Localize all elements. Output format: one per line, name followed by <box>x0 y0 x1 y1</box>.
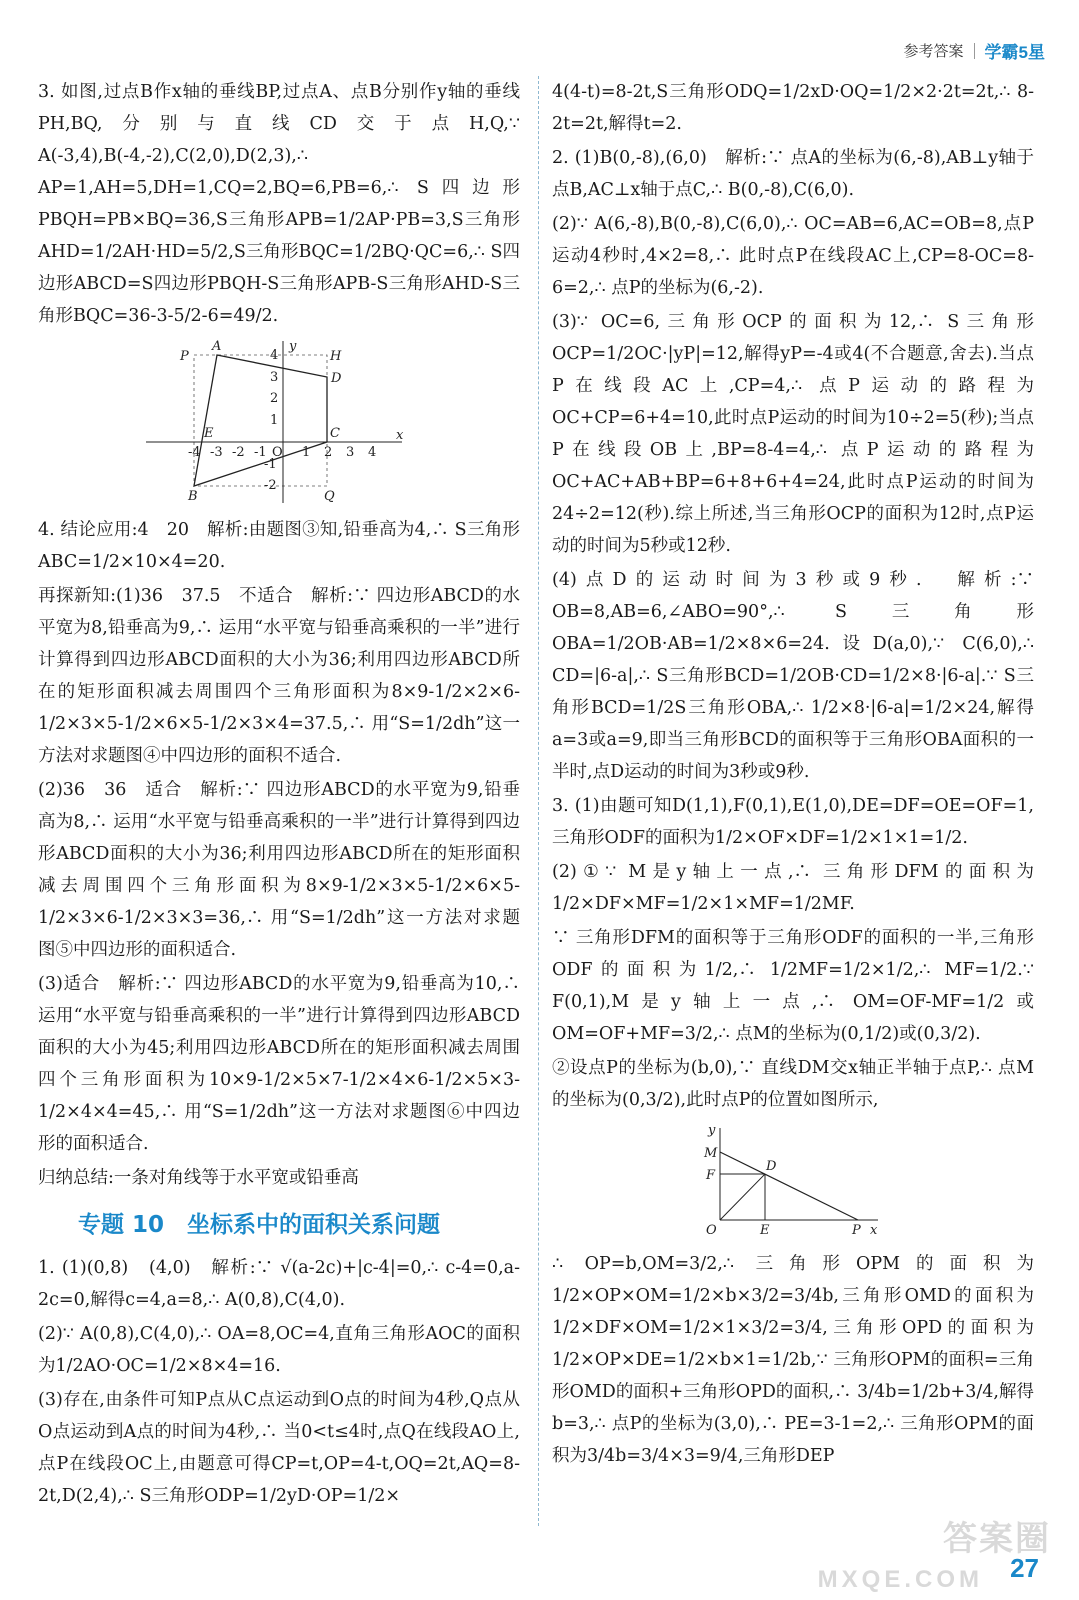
fig1-xtick: -4 <box>188 445 201 460</box>
fig1-label-d: D <box>331 371 342 386</box>
answer-2-2-paragraph: (2)∵ A(6,-8),B(0,-8),C(6,0),∴ OC=AB=6,AC=OB=8,点P运动4秒时,4×2=8,∴ 此时点P在线段AC上,CP=8-OC=8-6=2,∴ 点P的坐标为(6,-2). <box>552 214 1034 298</box>
fig2-axis-x-label: x <box>870 1223 878 1238</box>
fig2-label-p: P <box>852 1223 861 1238</box>
fig1-ytick: -1 <box>264 457 277 472</box>
fig1-xtick: 1 <box>302 445 311 460</box>
fig2-label-f: F <box>706 1168 716 1183</box>
left-column <box>38 76 520 1514</box>
answer-2-3-paragraph: (3)∵ OC=6,三角形OCP的面积为12,∴ S三角形OCP=1/2OC·|yP|=12,解得yP=-4或4(不合题意,舍去).当点P在线段AC上,CP=4,∴ 点P运动的路程为OC+CP=6+4=10,此时点P运动的时间为10÷2=5(秒);当点P在线段OB上,BP=8-4=4,∴ 点P运动的路程为OC+AC+AB+BP=6+8+6+4=24,此时点P运动的时间为24÷2=12(秒).综上所述,当三角形OCP的面积为12时,点P运动的时间为5秒或12秒. <box>552 312 1034 556</box>
topic-heading: 专题 10 坐标系中的面积关系问题 <box>78 1212 441 1238</box>
fig1-ytick: 1 <box>270 413 279 428</box>
fig1-xtick: 2 <box>324 445 333 460</box>
fig1-xtick: O <box>272 445 283 460</box>
topic10-answer-1-2: (2)∵ A(0,8),C(4,0),∴ OA=8,OC=4,直角三角形AOC的面积为1/2AO·OC=1/2×8×4=16. <box>38 1324 520 1376</box>
fig1-ytick: 3 <box>270 370 279 385</box>
fig1-xtick: -2 <box>232 445 245 460</box>
fig1-label-a: A <box>212 339 222 354</box>
answer-3-2a-paragraph: (2)①∵ M是y轴上一点,∴ 三角形DFM的面积为1/2×DF×MF=1/2×1×MF=1/2MF. <box>552 862 1034 914</box>
answer-2-1-paragraph: 2. (1)B(0,-8),(6,0) 解析:∵ 点A的坐标为(6,-8),AB⊥y轴于点B,AC⊥x轴于点C,∴ B(0,-8),C(6,0). <box>552 148 1034 200</box>
topic10-answer-1-1: 1. (1)(0,8) (4,0) 解析:∵ √(a-2c)+|c-4|=0,∴ c-4=0,a-2c=0,解得c=4,a=8,∴ A(0,8),C(4,0). <box>38 1258 520 1310</box>
fig1-quadrilateral <box>194 355 327 486</box>
column-divider <box>538 76 539 1526</box>
page-number: 27 <box>1010 1553 1039 1583</box>
explore-2-paragraph: (2)36 36 适合 解析:∵ 四边形ABCD的水平宽为9,铅垂高为8,∴ 运用“水平宽与铅垂高乘积的一半”进行计算得到四边形ABCD面积的大小为36;利用四边形ABCD所在的矩形面积减去周围四个三角形面积为8×9-1/2×3×5-1/2×6×5-1/2×3×6-1/2×3×3=36,∴ 用“S=1/2dh”这一方法对求题图⑤中四边形的面积适合. <box>38 780 520 960</box>
answer-3-2c-paragraph: ②设点P的坐标为(b,0),∵ 直线DM交x轴正半轴于点P,∴ 点M的坐标为(0,3/2),此时点P的位置如图所示, <box>552 1058 1034 1110</box>
topic10-answer-1-3: (3)存在,由条件可知P点从C点运动到O点的时间为4秒,Q点从O点运动到A点的时间为4秒,∴ 当0<t≤4时,点Q在线段AO上,点P在线段OC上,由题意可得CP=t,OP=4-t,OQ=2t,AQ=8-2t,D(2,4),∴ S三角形ODP=1/2yD·OP=1/2× <box>38 1390 520 1506</box>
fig1-label-q: Q <box>324 489 335 504</box>
watermark-url: MXQE.COM <box>817 1566 983 1593</box>
page-header <box>904 38 1045 63</box>
fig1-axis-x-label: x <box>396 428 404 443</box>
fig1-ytick: 2 <box>270 391 279 406</box>
right-column <box>552 76 1034 1474</box>
watermark-logo: 答案圈 <box>943 1519 1051 1559</box>
figure-quadrilateral-abcd <box>144 338 414 508</box>
fig1-axis-y-label: y <box>289 339 297 354</box>
header-ref-label: 参考答案 <box>903 43 964 60</box>
fig2-axis-y-label: y <box>708 1123 716 1138</box>
explore-1-paragraph: 再探新知:(1)36 37.5 不适合 解析:∵ 四边形ABCD的水平宽为8,铅垂高为9,∴ 运用“水平宽与铅垂高乘积的一半”进行计算得到四边形ABCD面积的大小为36;利用四边形ABCD所在的矩形面积减去周围四个三角形面积为8×9-1/2×2×6-1/2×3×5-1/2×6×5-1/2×3×4=37.5,∴ 用“S=1/2dh”这一方法对求题图④中四边形的面积不适合. <box>38 586 520 766</box>
fig2-line-mp <box>720 1152 858 1220</box>
fig1-label-c: C <box>330 426 340 441</box>
explore-3-paragraph: (3)适合 解析:∵ 四边形ABCD的水平宽为9,铅垂高为10,∴ 运用“水平宽与铅垂高乘积的一半”进行计算得到四边形ABCD面积的大小为45;利用四边形ABCD所在的矩形面积减去周围四个三角形面积为10×9-1/2×5×7-1/2×4×6-1/2×5×3-1/2×4×4=45,∴ 用“S=1/2dh”这一方法对求题图⑥中四边形的面积适合. <box>38 974 520 1154</box>
answer-3-2b-paragraph: ∵ 三角形DFM的面积等于三角形ODF的面积的一半,三角形ODF的面积为1/2,∴ 1/2MF=1/2×1/2,∴ MF=1/2.∵ F(0,1),M是y轴上一点,∴ OM=OF-MF=1/2或OM=OF+MF=3/2,∴ 点M的坐标为(0,1/2)或(0,3/2). <box>552 928 1034 1044</box>
fig1-label-p: P <box>180 349 189 364</box>
fig1-xtick: 4 <box>368 445 377 460</box>
fig1-ytick: 4 <box>270 348 279 363</box>
fig1-label-e: E <box>204 426 214 441</box>
fig2-label-o: O <box>706 1223 717 1238</box>
fig2-label-e: E <box>760 1223 770 1238</box>
summary-paragraph: 归纳总结:一条对角线等于水平宽或铅垂高 <box>38 1168 359 1188</box>
answer-2-4-paragraph: (4)点D的运动时间为3秒或9秒. 解析:∵ OB=8,AB=6,∠ABO=90°,∴ S三角形OBA=1/2OB·AB=1/2×8×6=24.设D(a,0),∵ C(6,0),∴ CD=|6-a|,∴ S三角形BCD=1/2OB·CD=1/2×8·|6-a|.∵ S三角形BCD=1/2S三角形OBA,∴ 1/2×8·|6-a|=1/2×24,解得a=3或a=9,即当三角形BCD的面积等于三角形OBA面积的一半时,点D运动的时间为3秒或9秒. <box>552 570 1034 782</box>
fig2-line-od <box>720 1174 765 1220</box>
fig1-label-b: B <box>188 489 198 504</box>
fig1-xtick: 3 <box>346 445 355 460</box>
answer-3-2d-paragraph: ∴ OP=b,OM=3/2,∴ 三角形OPM的面积为1/2×OP×OM=1/2×b×3/2=3/4b,三角形OMD的面积为1/2×DF×OM=1/2×1×3/2=3/4,三角形OPD的面积为1/2×OP×DE=1/2×b×1=1/2b,∵ 三角形OPM的面积=三角形OMD的面积+三角形OPD的面积,∴ 3/4b=1/2b+3/4,解得b=3,∴ 点P的坐标为(3,0),∴ PE=3-1=2,∴ 三角形OPM的面积为3/4b=3/4×3=9/4,三角形DEP <box>552 1254 1034 1466</box>
fig1-label-h: H <box>330 349 342 364</box>
answer-3-1-paragraph: 3. (1)由题可知D(1,1),F(0,1),E(1,0),DE=DF=OE=OF=1,三角形ODF的面积为1/2×OF×DF=1/2×1×1=1/2. <box>552 796 1034 848</box>
fig1-xtick: -3 <box>210 445 223 460</box>
answer-4-paragraph: 4. 结论应用:4 20 解析:由题图③知,铅垂高为4,∴ S三角形ABC=1/2×10×4=20. <box>38 520 520 572</box>
answer-3-paragraph: 3. 如图,过点B作x轴的垂线BP,过点A、点B分别作y轴的垂线PH,BQ,分别与直线CD交于点H,Q,∵ A(-3,4),B(-4,-2),C(2,0),D(2,3),∴ AP=1,AH=5,DH=1,CQ=2,BQ=6,PB=6,∴ S四边形PBQH=PB×BQ=36,S三角形APB=1/2AP·PB=3,S三角形AHD=1/2AH·HD=5/2,S三角形BQC=1/2BQ·QC=6,∴ S四边形ABCD=S四边形PBQH-S三角形APB-S三角形AHD-S三角形BQC=36-3-5/2-6=49/2. <box>38 82 520 326</box>
fig2-label-m: M <box>704 1146 718 1161</box>
fig2-label-d: D <box>766 1159 777 1174</box>
right-continuation-paragraph: 4(4-t)=8-2t,S三角形ODQ=1/2xD·OQ=1/2×2·2t=2t,∴ 8-2t=2t,解得t=2. <box>552 82 1034 134</box>
fig1-xtick: -1 <box>254 445 267 460</box>
figure-triangle-opm <box>698 1122 888 1242</box>
header-brand: 学霸5星 <box>984 43 1045 62</box>
header-divider <box>974 43 975 59</box>
fig1-ytick: -2 <box>264 478 277 493</box>
